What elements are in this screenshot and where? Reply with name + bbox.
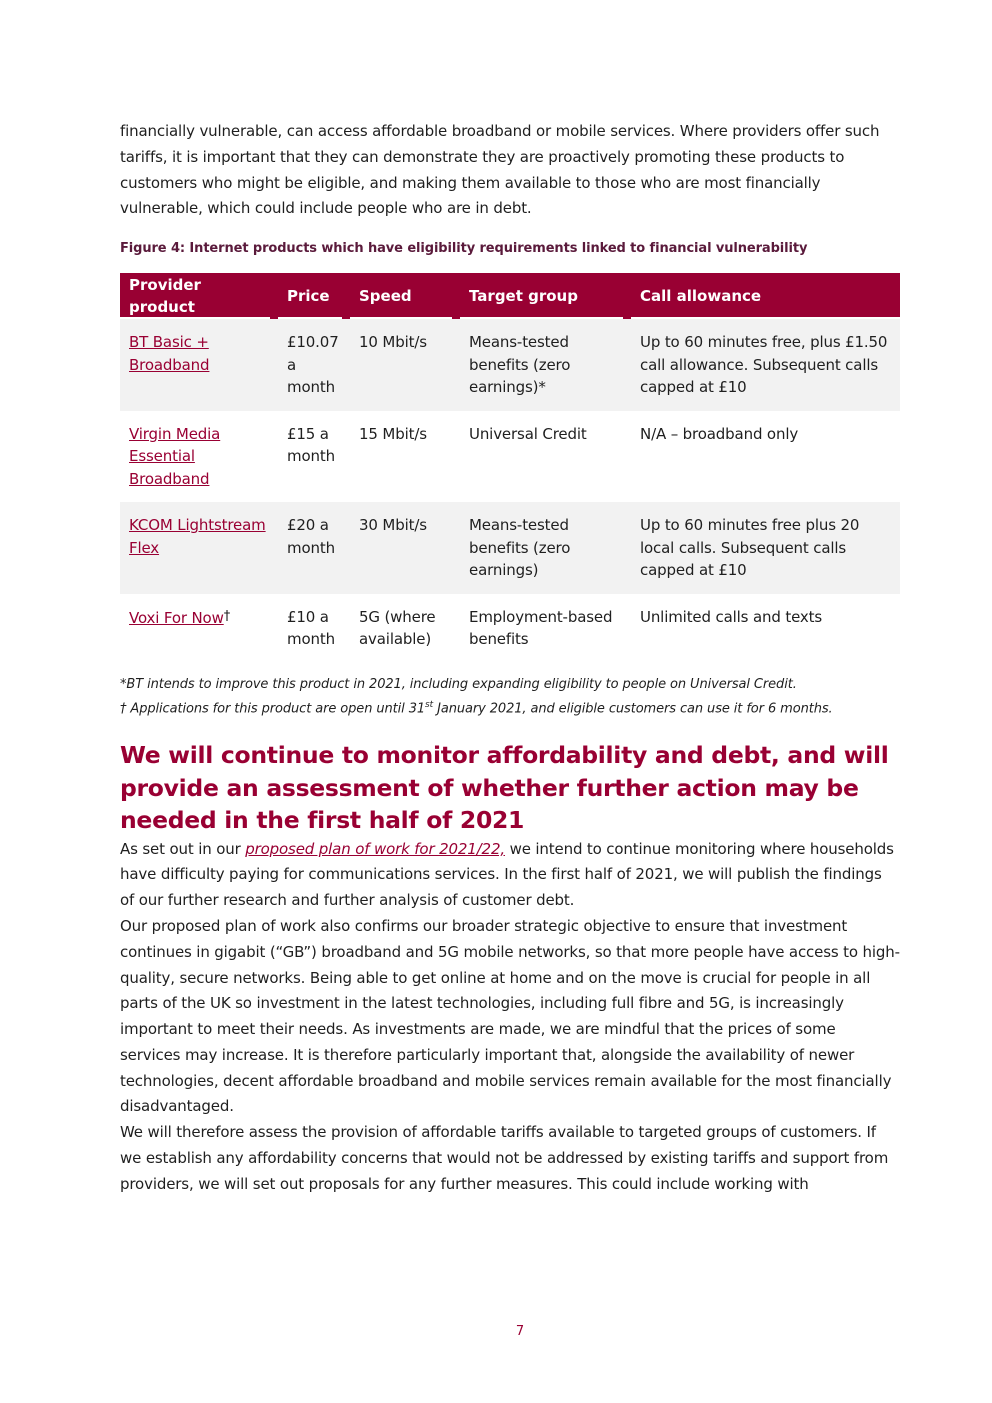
price-cell: £15 a month [287, 424, 335, 466]
speed-cell: 10 Mbit/s [350, 319, 460, 411]
table-row [120, 594, 900, 663]
price-cell: £10 a month [287, 607, 335, 649]
product-link-voxi[interactable]: Voxi For Now [129, 608, 224, 627]
product-link-virgin-media[interactable]: Virgin Media Essential Broadband [129, 424, 221, 488]
figure-label: Figure 4 [120, 241, 180, 257]
paragraph-plan-of-work: As set out in our proposed plan of work for 2021/22, we intend to continue monitoring where households have difficulty paying for communications services. In the first half of 2021, we will publish the findings of our further research and further analysis of customer debt. [120, 839, 894, 910]
target-cell: Employment-based benefits [469, 607, 613, 649]
table-row [120, 411, 900, 503]
table-row [120, 319, 900, 411]
plan-of-work-link[interactable]: proposed plan of work for 2021/22, [245, 839, 505, 858]
intro-paragraph: financially vulnerable, can access affordable broadband or mobile services. Where providers offer such tariffs, it is important that they can demonstrate they are proactively promoting these products to customers who might be eligible, and making them available to those who are most financially vulnerable, which could include people who are in debt. [120, 122, 880, 218]
table-header-row [120, 273, 900, 319]
note-bt: *BT intends to improve this product in 2021, including expanding eligibility to people on Universal Credit. [120, 676, 797, 692]
calls-cell: Up to 60 minutes free plus 20 local calls. Subsequent calls capped at £10 [631, 502, 900, 594]
products-table [120, 273, 900, 663]
product-link-kcom[interactable]: KCOM Lightstream Flex [129, 516, 266, 557]
product-link-bt-basic[interactable]: BT Basic + Broadband [129, 333, 210, 374]
page-number: 7 [515, 1324, 525, 1339]
calls-cell: Up to 60 minutes free, plus £1.50 call allowance. Subsequent calls capped at £10 [631, 319, 900, 411]
header-call-allowance: Call allowance [631, 273, 900, 319]
header-price: Price [278, 273, 350, 319]
target-cell: Universal Credit [469, 424, 587, 443]
section-heading: We will continue to monitor affordability and debt, and will provide an assessment of whether further action may be needed in the first half of 2021 [120, 741, 889, 835]
header-provider-product: Provider product [120, 273, 278, 319]
table-notes [120, 675, 900, 720]
target-cell: Means-tested benefits (zero earnings)* [460, 319, 631, 411]
header-speed: Speed [350, 273, 460, 319]
speed-cell: 15 Mbit/s [359, 424, 427, 443]
note-voxi: † Applications for this product are open until 31st January 2021, and eligible customers can use it for 6 months. [120, 700, 833, 717]
dagger-mark: † [223, 608, 231, 624]
paragraph-investment: Our proposed plan of work also confirms our broader strategic objective to ensure that investment continues in gigabit (“GB”) broadband and 5G mobile networks, so that more people have access to high-quality, secure networks. Being able to get online at home and on the move is crucial for people in all parts of the UK so investment in the latest technologies, including full fibre and 5G, is increasingly important to meet their needs. As investments are made, we are mindful that the prices of some services may increase. It is therefore particularly important that, alongside the availability of newer technologies, decent affordable broadband and mobile services remain available for the most financially disadvantaged. [120, 916, 900, 1116]
document-page [120, 119, 900, 1198]
calls-cell: N/A – broadband only [640, 424, 799, 443]
price-cell: £10.07 a month [278, 319, 350, 411]
speed-cell: 30 Mbit/s [350, 502, 460, 594]
price-cell: £20 a month [278, 502, 350, 594]
figure-title: : Internet products which have eligibility requirements linked to financial vulnerability [179, 241, 808, 257]
speed-cell: 5G (where available) [359, 607, 436, 649]
calls-cell: Unlimited calls and texts [640, 607, 823, 626]
table-row [120, 502, 900, 594]
header-target-group: Target group [460, 273, 631, 319]
paragraph-affordable-tariffs: We will therefore assess the provision of affordable tariffs available to targeted groups of customers. If we establish any affordability concerns that would not be addressed by existing tariffs and support from providers, we will set out proposals for any further measures. This could include working with [120, 1123, 889, 1193]
figure-caption [120, 241, 900, 256]
target-cell: Means-tested benefits (zero earnings) [460, 502, 631, 594]
